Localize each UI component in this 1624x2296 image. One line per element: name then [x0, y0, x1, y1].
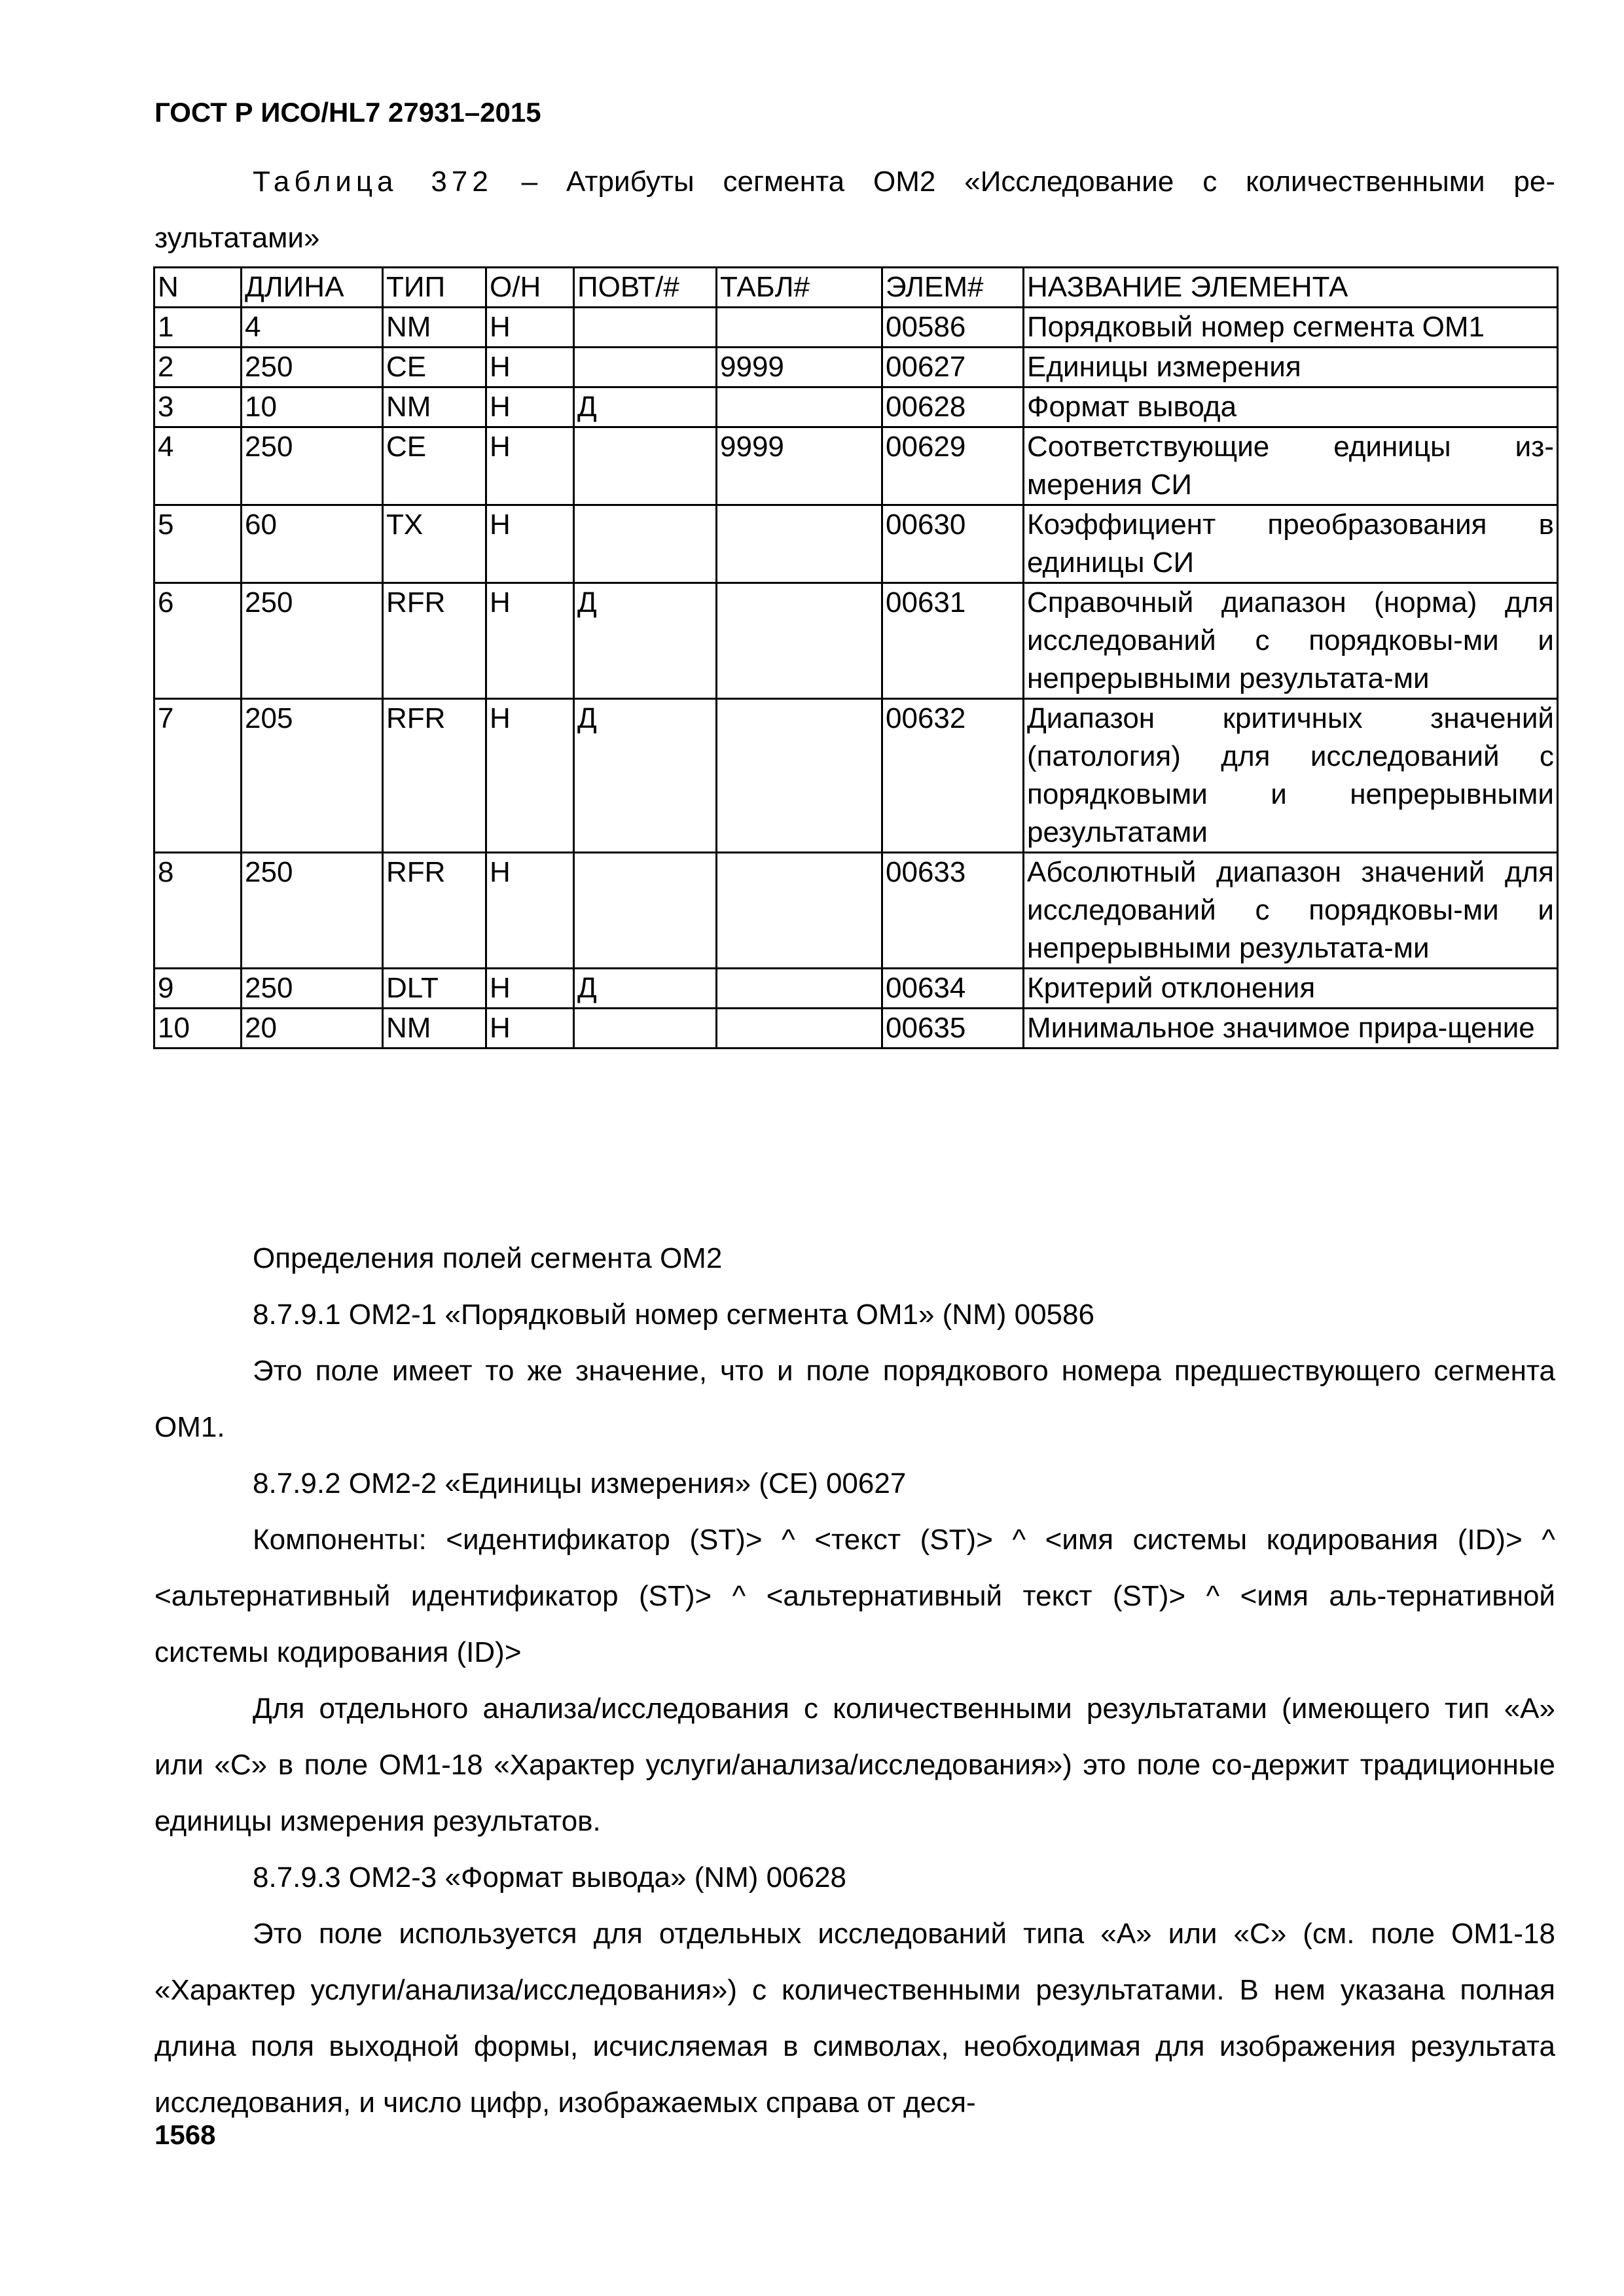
table-cell: 7 — [154, 699, 242, 853]
table-cell: 00628 — [882, 387, 1024, 427]
element-name-cell: Критерий отклонения — [1024, 969, 1558, 1009]
table-cell: 00629 — [882, 427, 1024, 505]
table-cell: 250 — [242, 969, 383, 1009]
element-name-cell: Коэффициент преобразования в единицы СИ — [1024, 505, 1558, 583]
table-cell: 00627 — [882, 348, 1024, 387]
table-cell: 250 — [242, 427, 383, 505]
table-cell: Н — [486, 1009, 574, 1049]
table-row — [154, 699, 1558, 853]
paragraph: Это поле имеет то же значение, что и поле порядкового номера предшествующего сегмента ОМ1. — [154, 1355, 1555, 1443]
table-cell: 250 — [242, 853, 383, 969]
table-row — [154, 348, 1558, 387]
table-cell — [574, 505, 717, 583]
table-cell: 1 — [154, 308, 242, 348]
table-cell: RFR — [383, 853, 486, 969]
element-name-cell: Диапазон критичных значений (патология) для исследований с порядковыми и непрерывными результатами — [1024, 699, 1558, 853]
table-cell — [574, 308, 717, 348]
table-cell: 8 — [154, 853, 242, 969]
element-name-cell: Единицы измерения — [1024, 348, 1558, 387]
table-row — [154, 427, 1558, 505]
table-cell: Н — [486, 699, 574, 853]
element-name-cell: Порядковый номер сегмента ОМ1 — [1024, 308, 1558, 348]
column-header: ЭЛЕМ# — [882, 268, 1024, 308]
paragraph: 8.7.9.1 ОМ2-1 «Порядковый номер сегмента ОМ1» (NM) 00586 — [253, 1299, 1094, 1331]
table-cell: TX — [383, 505, 486, 583]
table-cell: 9999 — [717, 427, 882, 505]
table-cell — [717, 505, 882, 583]
table-cell: 00586 — [882, 308, 1024, 348]
column-header: ДЛИНА — [242, 268, 383, 308]
table-cell — [574, 1009, 717, 1049]
table-cell: 00634 — [882, 969, 1024, 1009]
table-cell: 4 — [242, 308, 383, 348]
table-cell: Н — [486, 583, 574, 699]
element-name-cell: Формат вывода — [1024, 387, 1558, 427]
paragraph: Это поле используется для отдельных исследований типа «А» или «С» (см. поле ОМ1-18 «Характер услуги/анализа/исследования») с количественными результатами. В нем указана полная длина поля выходной формы, исчисляемая в символах, необходимая для изображения результата исследования, и число цифр, изображаемых справа от деся- — [154, 1918, 1555, 2119]
table-cell — [717, 387, 882, 427]
table-cell — [574, 853, 717, 969]
column-header: ТАБЛ# — [717, 268, 882, 308]
element-name-cell: Справочный диапазон (норма) для исследований с порядковы-ми и непрерывными результата-ми — [1024, 583, 1558, 699]
table-cell — [717, 969, 882, 1009]
table-caption — [154, 154, 1555, 266]
table-cell: Н — [486, 505, 574, 583]
table-cell: DLT — [383, 969, 486, 1009]
table-cell: Н — [486, 387, 574, 427]
page-number: 1568 — [154, 2119, 216, 2150]
table-cell: 2 — [154, 348, 242, 387]
table-cell: Н — [486, 308, 574, 348]
table-cell: 00633 — [882, 853, 1024, 969]
paragraph: 8.7.9.2 ОМ2-2 «Единицы измерения» (CE) 00627 — [253, 1467, 907, 1499]
paragraph: Компоненты: <идентификатор (ST)> ^ <текст (ST)> ^ <имя системы кодирования (ID)> ^ <альтернативный идентификатор (ST)> ^ <альтернативный текст (ST)> ^ <имя аль-тернативной системы кодирования (ID)> — [154, 1524, 1555, 1668]
column-header: О/Н — [486, 268, 574, 308]
table-cell — [574, 348, 717, 387]
table-cell: 00630 — [882, 505, 1024, 583]
table-cell: Д — [574, 387, 717, 427]
table-cell: CE — [383, 427, 486, 505]
table-cell: 6 — [154, 583, 242, 699]
table-row — [154, 853, 1558, 969]
table-cell — [574, 427, 717, 505]
table-cell: Н — [486, 969, 574, 1009]
table-cell: 9999 — [717, 348, 882, 387]
table-cell: 250 — [242, 348, 383, 387]
column-header: N — [154, 268, 242, 308]
table-cell: NM — [383, 1009, 486, 1049]
attributes-table — [153, 266, 1559, 1049]
column-header: НАЗВАНИЕ ЭЛЕМЕНТА — [1024, 268, 1558, 308]
column-header: ПОВТ/# — [574, 268, 717, 308]
table-cell: 250 — [242, 583, 383, 699]
table-cell: 205 — [242, 699, 383, 853]
table-cell: 10 — [242, 387, 383, 427]
table-row — [154, 969, 1558, 1009]
table-cell — [717, 699, 882, 853]
table-cell — [717, 853, 882, 969]
table-cell: 5 — [154, 505, 242, 583]
column-header: ТИП — [383, 268, 486, 308]
caption-text: – Атрибуты сегмента ОМ2 «Исследование с количественными ре- — [492, 166, 1556, 198]
table-cell: 10 — [154, 1009, 242, 1049]
table-cell: 00635 — [882, 1009, 1024, 1049]
table-cell: Д — [574, 969, 717, 1009]
table-cell: Д — [574, 583, 717, 699]
table-cell: RFR — [383, 583, 486, 699]
table-cell: Н — [486, 853, 574, 969]
table-cell: 4 — [154, 427, 242, 505]
table-cell: NM — [383, 308, 486, 348]
table-cell: 3 — [154, 387, 242, 427]
element-name-cell: Соответствующие единицы из-мерения СИ — [1024, 427, 1558, 505]
table-row — [154, 505, 1558, 583]
table-cell: 00632 — [882, 699, 1024, 853]
table-cell — [717, 1009, 882, 1049]
caption-line-2: зультатами» — [154, 222, 320, 254]
table-cell — [717, 583, 882, 699]
body-text — [154, 1230, 1555, 2131]
table-header-row — [154, 268, 1558, 308]
table-row — [154, 583, 1558, 699]
document-header: ГОСТ Р ИСО/HL7 27931–2015 — [154, 97, 541, 128]
table-cell: NM — [383, 387, 486, 427]
table-cell: RFR — [383, 699, 486, 853]
element-name-cell: Абсолютный диапазон значений для исследований с порядковы-ми и непрерывными результата-ми — [1024, 853, 1558, 969]
table-cell: CE — [383, 348, 486, 387]
table-label: Таблица 372 — [253, 166, 493, 198]
table-cell — [717, 308, 882, 348]
caption-line-1 — [154, 154, 1555, 210]
table-body — [154, 308, 1558, 1049]
table-cell: Н — [486, 427, 574, 505]
element-name-cell: Минимальное значимое прира-щение — [1024, 1009, 1558, 1049]
table-cell: 20 — [242, 1009, 383, 1049]
table-cell: 00631 — [882, 583, 1024, 699]
paragraph: Определения полей сегмента ОМ2 — [253, 1242, 723, 1274]
table-cell: Н — [486, 348, 574, 387]
table-row — [154, 1009, 1558, 1049]
table-cell: Д — [574, 699, 717, 853]
paragraph: 8.7.9.3 ОМ2-3 «Формат вывода» (NM) 00628 — [253, 1861, 847, 1893]
table-cell: 9 — [154, 969, 242, 1009]
paragraph: Для отдельного анализа/исследования с количественными результатами (имеющего тип «А» или «С» в поле ОМ1-18 «Характер услуги/анализа/исследования») это поле со-держит традиционные единицы измерения результатов. — [154, 1693, 1555, 1837]
table-cell: 60 — [242, 505, 383, 583]
table-row — [154, 387, 1558, 427]
table-row — [154, 308, 1558, 348]
